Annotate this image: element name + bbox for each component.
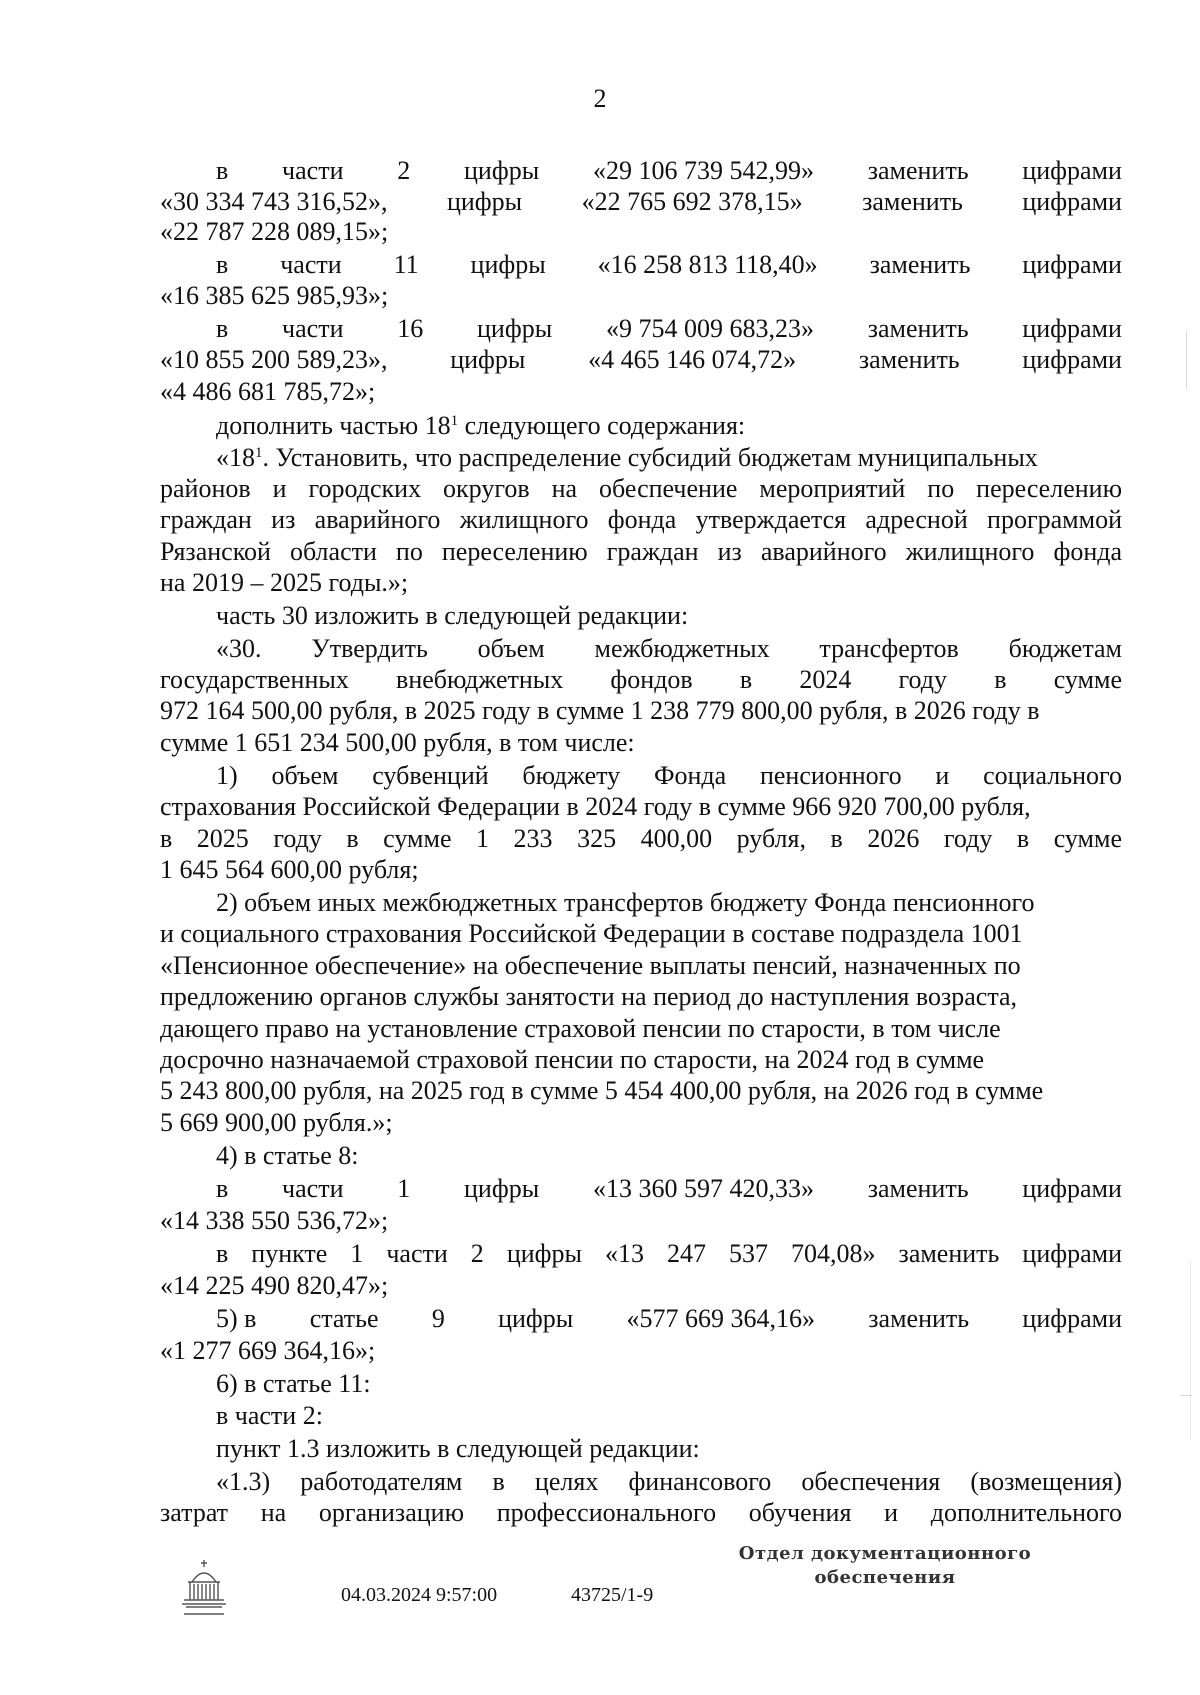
word: «13 360 597 420,33»	[592, 1174, 814, 1203]
text-line: граждан из аварийного жилищного фонда утверждается адресной программой	[160, 505, 1122, 534]
word: заменить	[867, 1174, 969, 1203]
text-line: на 2019 – 2025 годы.»;	[160, 568, 409, 597]
word: заменить	[868, 1304, 970, 1333]
word: в	[216, 1174, 229, 1203]
text-line: «22 787 228 089,15»;	[160, 217, 389, 246]
word: части	[282, 314, 344, 343]
word: части	[280, 250, 342, 279]
text-line: затрат на организацию профессионального обучения и дополнительного	[160, 1498, 1122, 1527]
text-line: 6) в статье 11:	[216, 1369, 371, 1398]
text-line: районов и городских округов на обеспечение мероприятий по переселению	[160, 474, 1122, 503]
text-line: в пункте 1 части 2 цифры «13 247 537 704,08» заменить цифрами	[216, 1239, 1122, 1268]
word: «577 669 364,16»	[626, 1304, 816, 1333]
word: «10 855 200 589,23»,	[160, 345, 388, 374]
text-line	[160, 344, 1122, 376]
word: цифры	[450, 345, 526, 374]
text-line	[216, 155, 1122, 187]
word: цифры	[470, 250, 546, 279]
text-line: часть 30 изложить в следующей редакции:	[216, 601, 689, 630]
text-line: 5 669 900,00 рубля.»;	[160, 1108, 393, 1137]
word: «9 754 009 683,23»	[605, 314, 814, 343]
word: 1	[397, 1174, 411, 1203]
department-stamp	[730, 1542, 1040, 1590]
word: части	[282, 1174, 344, 1203]
department-line: обеспечения	[814, 1567, 956, 1588]
word: «22 765 692 378,15»	[581, 187, 803, 216]
word: заменить	[862, 187, 963, 216]
text-line: «4 486 681 785,72»;	[160, 377, 376, 406]
text-line: «1.3) работодателям в целях финансового обеспечения (возмещения)	[216, 1467, 1122, 1496]
footer-date: 04.03.2024 9:57:00	[341, 1584, 498, 1606]
word: части	[282, 156, 344, 185]
text-line: предложению органов службы занятости на период до наступления возраста,	[160, 982, 1018, 1011]
word: цифрами	[1022, 314, 1122, 343]
text-line	[216, 313, 1122, 345]
text-line: в 2025 году в сумме 1 233 325 400,00 рубля, в 2026 году в сумме	[160, 824, 1122, 853]
scan-mark	[1186, 330, 1187, 390]
text-segment: дополнить частью 18	[216, 411, 451, 440]
word: цифрами	[1022, 156, 1122, 185]
word: цифры	[464, 1174, 540, 1203]
word: цифры	[477, 314, 553, 343]
word: в	[216, 250, 229, 279]
text-line: сумме 1 651 234 500,00 рубля, в том числе:	[160, 728, 635, 757]
word: 9	[431, 1304, 445, 1333]
text-line: дающего право на установление страховой пенсии по старости, в том числе	[160, 1014, 1001, 1043]
word: цифрами	[1022, 1304, 1122, 1333]
word: цифрами	[1022, 1174, 1122, 1203]
word: в	[216, 156, 229, 185]
text-line	[216, 410, 1122, 442]
text-line: в части 2:	[216, 1401, 323, 1430]
word: 11	[393, 250, 419, 279]
word: цифры	[446, 187, 523, 216]
text-line	[216, 1303, 1122, 1335]
text-line	[216, 442, 1122, 474]
duma-logo-icon	[176, 1558, 236, 1618]
text-line: «14 225 490 820,47»;	[160, 1271, 389, 1300]
word: заменить	[867, 156, 969, 185]
text-line: страхования Российской Федерации в 2024 году в сумме 966 920 700,00 рубля,	[160, 792, 1031, 821]
word: заменить	[867, 314, 969, 343]
text-line: государственных внебюджетных фондов в 2024 году в сумме	[160, 665, 1122, 694]
word: цифрами	[1022, 187, 1122, 216]
word: в	[216, 314, 229, 343]
word: заменить	[869, 250, 971, 279]
department-line: Отдел документационного	[738, 1543, 1032, 1564]
text-segment: «18	[216, 443, 255, 472]
footer-registration-number: 43725/1-9	[571, 1584, 654, 1606]
scan-mark	[1190, 1260, 1191, 1440]
text-line: 972 164 500,00 рубля, в 2025 году в сумме 1 238 779 800,00 рубля, в 2026 году в	[160, 696, 1040, 725]
text-line	[216, 1173, 1122, 1205]
text-segment: следующего содержания:	[464, 411, 746, 440]
word: цифрами	[1022, 345, 1122, 374]
text-line: досрочно назначаемой страховой пенсии по старости, на 2024 год в сумме	[160, 1045, 985, 1074]
word: заменить	[858, 345, 960, 374]
text-line: «30. Утвердить объем межбюджетных трансфертов бюджетам	[216, 634, 1122, 663]
word: 5) в	[216, 1304, 257, 1333]
text-line: 1) объем субвенций бюджету Фонда пенсионного и социального	[216, 761, 1122, 790]
text-line: «16 385 625 985,93»;	[160, 281, 389, 310]
word: «16 258 813 118,40»	[597, 250, 818, 279]
word: цифры	[464, 156, 540, 185]
text-line: 1 645 564 600,00 рубля;	[160, 855, 419, 884]
text-line: «1 277 669 364,16»;	[160, 1336, 376, 1365]
text-segment: . Установить, что распределение субсидий бюджетам муниципальных	[262, 443, 1038, 472]
word: «29 106 739 542,99»	[592, 156, 814, 185]
text-line: 4) в статье 8:	[216, 1141, 359, 1170]
text-line: 2) объем иных межбюджетных трансфертов бюджету Фонда пенсионного	[216, 888, 1035, 917]
text-line: Рязанской области по переселению граждан из аварийного жилищного фонда	[160, 537, 1122, 566]
text-line: пункт 1.3 изложить в следующей редакции:	[216, 1434, 700, 1463]
text-line: и социального страхования Российской Федерации в составе подраздела 1001	[160, 919, 1023, 948]
word: цифрами	[1022, 250, 1122, 279]
text-line: «Пенсионное обеспечение» на обеспечение выплаты пенсий, назначенных по	[160, 951, 1021, 980]
word: цифры	[498, 1304, 574, 1333]
word: 16	[397, 314, 424, 343]
word: статье	[309, 1304, 379, 1333]
word: «30 334 743 316,52»,	[160, 187, 388, 216]
text-line	[216, 249, 1122, 281]
word: 2	[397, 156, 411, 185]
superscript: 1	[450, 413, 459, 429]
page-number: 2	[593, 84, 607, 113]
superscript: 1	[255, 445, 263, 461]
text-line: «14 338 550 536,72»;	[160, 1206, 389, 1235]
text-line	[160, 186, 1122, 218]
text-line: 5 243 800,00 рубля, на 2025 год в сумме 5 454 400,00 рубля, на 2026 год в сумме	[160, 1076, 1044, 1105]
word: «4 465 146 074,72»	[588, 345, 797, 374]
